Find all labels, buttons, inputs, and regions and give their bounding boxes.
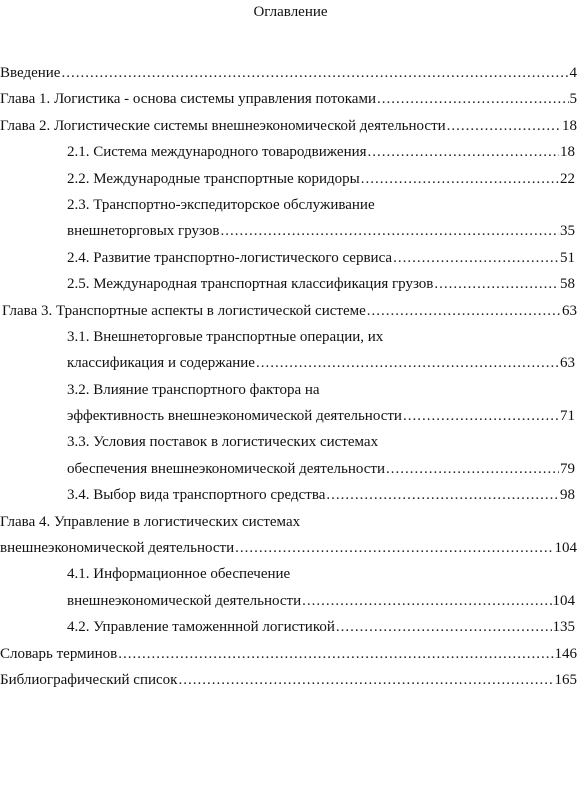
leader-dots (235, 535, 553, 561)
toc-entry-text: внешнеэкономической деятельности (67, 592, 302, 609)
toc-entry-page: 18 (560, 144, 575, 161)
leader-dots (368, 139, 559, 165)
table-of-contents (0, 60, 581, 693)
toc-entry-page: 71 (560, 408, 575, 425)
leader-dots (403, 403, 559, 429)
toc-entry-page: 104 (552, 592, 575, 609)
toc-entry-text: Словарь терминов (0, 645, 118, 662)
toc-entry (0, 403, 581, 429)
leader-dots (336, 614, 552, 640)
toc-entry-page: 79 (560, 460, 575, 477)
toc-entry (0, 667, 581, 693)
toc-entry (0, 192, 581, 218)
toc-entry (0, 588, 581, 614)
toc-entry-text: эффективность внешнеэкономической деятельности (67, 408, 402, 425)
leader-dots (377, 86, 569, 112)
leader-dots (386, 456, 559, 482)
toc-entry (0, 614, 581, 640)
leader-dots (367, 298, 561, 324)
toc-entry-text: 2.4. Развитие транспортно-логистического сервиса (67, 249, 393, 266)
toc-entry-text: обеспечения внешнеэкономической деятельности (67, 460, 385, 477)
toc-entry-page: 146 (554, 645, 577, 662)
toc-entry-text: 3.1. Внешнеторговые транспортные операции, их (67, 328, 384, 345)
toc-entry (0, 60, 581, 86)
toc-entry (0, 113, 581, 139)
leader-dots (118, 641, 553, 667)
leader-dots (302, 588, 551, 614)
leader-dots (220, 218, 559, 244)
toc-entry-page: 98 (560, 487, 575, 504)
toc-entry-page: 63 (562, 302, 577, 319)
toc-entry-text: 2.3. Транспортно-экспедиторское обслуживание (67, 196, 375, 213)
toc-entry (0, 482, 581, 508)
toc-entry-text: 3.4. Выбор вида транспортного средства (67, 487, 326, 504)
leader-dots (61, 60, 568, 86)
toc-entry-text: Глава 1. Логистика - основа системы управления потоками (0, 91, 376, 108)
toc-entry (0, 641, 581, 667)
toc-entry (0, 350, 581, 376)
toc-entry (0, 377, 581, 403)
toc-entry-text: 2.5. Международная транспортная классификация грузов (67, 276, 434, 293)
leader-dots (326, 482, 559, 508)
toc-entry-text: Глава 4. Управление в логистических системах (0, 513, 301, 530)
toc-entry (0, 298, 581, 324)
toc-entry-page: 5 (569, 91, 577, 108)
toc-entry (0, 535, 581, 561)
toc-entry-text: 4.1. Информационное обеспечение (67, 566, 291, 583)
toc-entry-page: 18 (562, 117, 577, 134)
toc-entry-text: Библиографический список (0, 671, 178, 688)
toc-entry (0, 245, 581, 271)
toc-entry-page: 58 (560, 276, 575, 293)
toc-entry (0, 561, 581, 587)
toc-entry-text: 4.2. Управление таможеннной логистикой (67, 619, 335, 636)
toc-entry-page: 51 (560, 249, 575, 266)
leader-dots (361, 166, 559, 192)
toc-entry-text: Глава 3. Транспортные аспекты в логистической системе (2, 302, 366, 319)
toc-entry (0, 139, 581, 165)
toc-entry-text: 3.2. Влияние транспортного фактора на (67, 381, 320, 398)
toc-entry-page: 104 (554, 540, 577, 557)
leader-dots (447, 113, 561, 139)
leader-dots (178, 667, 553, 693)
toc-entry-page: 135 (552, 619, 575, 636)
leader-dots (434, 271, 559, 297)
toc-entry-text: классификация и содержание (67, 355, 255, 372)
toc-entry-text: Введение (0, 65, 61, 81)
toc-entry-text: внешнеторговых грузов (67, 223, 220, 240)
toc-entry (0, 166, 581, 192)
leader-dots (393, 245, 559, 271)
toc-entry-text: внешнеэкономической деятельности (0, 540, 235, 557)
page-title: Оглавление (253, 4, 328, 20)
toc-entry-page: 165 (554, 671, 577, 688)
toc-entry-text: 2.2. Международные транспортные коридоры (67, 170, 360, 187)
toc-entry (0, 456, 581, 482)
toc-entry (0, 324, 581, 350)
toc-entry (0, 429, 581, 455)
toc-entry (0, 271, 581, 297)
toc-entry (0, 509, 581, 535)
toc-entry-page: 63 (560, 355, 575, 372)
leader-dots (256, 350, 559, 376)
toc-entry-page: 22 (560, 170, 575, 187)
toc-entry-text: Глава 2. Логистические системы внешнеэкономической деятельности (0, 117, 446, 134)
toc-entry-page: 4 (569, 65, 577, 81)
toc-entry-text: 2.1. Система международного товародвижения (67, 144, 367, 161)
toc-entry (0, 86, 581, 112)
toc-entry-text: 3.3. Условия поставок в логистических системах (67, 434, 379, 451)
toc-entry (0, 218, 581, 244)
toc-entry-page: 35 (560, 223, 575, 240)
